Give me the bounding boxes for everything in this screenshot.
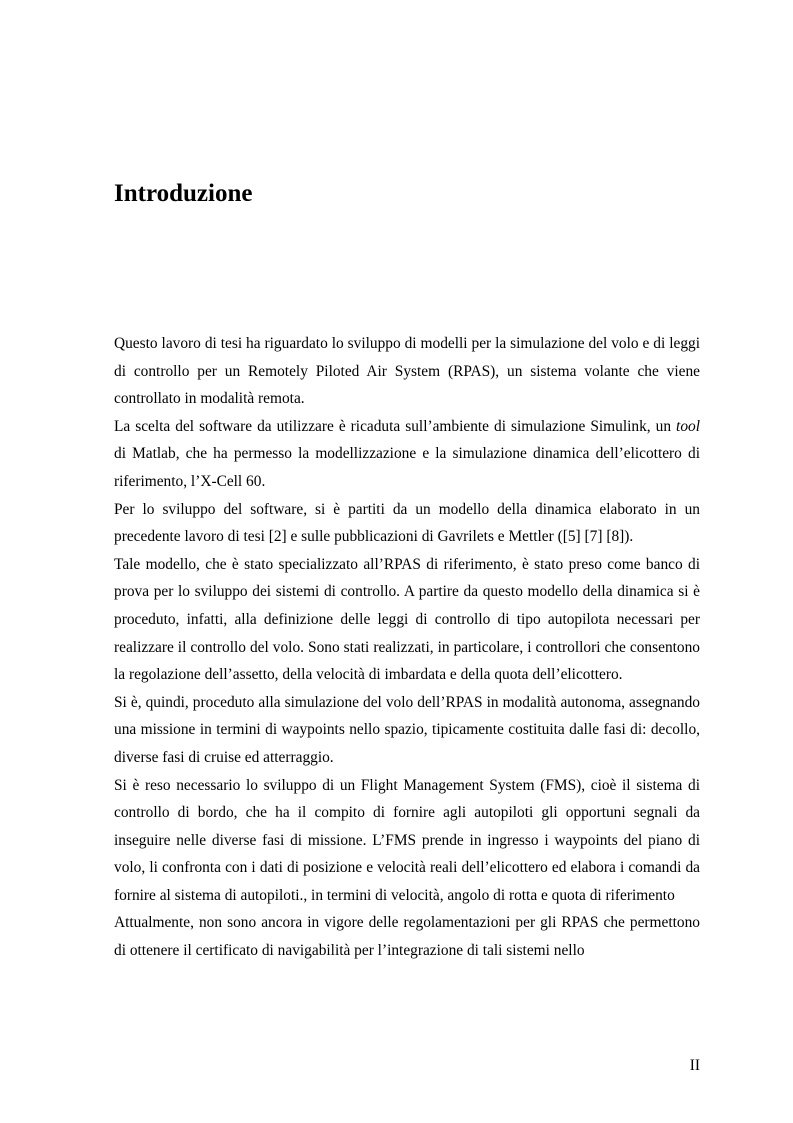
paragraph-text: Questo lavoro di tesi ha riguardato lo sviluppo di modelli per la simulazione del volo e di leggi di controllo per un Remotely Piloted Air System (RPAS), un sistema volante che viene controllato in modalità remota. bbox=[114, 335, 700, 408]
page-title: Introduzione bbox=[114, 180, 253, 207]
paragraph bbox=[114, 330, 700, 413]
paragraph bbox=[114, 689, 700, 772]
body-text bbox=[114, 330, 700, 965]
page-number: II bbox=[689, 1057, 700, 1074]
paragraph bbox=[114, 909, 700, 964]
paragraph-text: Attualmente, non sono ancora in vigore delle regolamentazioni per gli RPAS che permettono di ottenere il certificato di navigabilità per l’integrazione di tali sistemi nello bbox=[114, 914, 700, 960]
paragraph bbox=[114, 496, 700, 551]
paragraph-text: Per lo sviluppo del software, si è partiti da un modello della dinamica elaborato in un precedente lavoro di tesi [2] e sulle pubblicazioni di Gavrilets e Mettler ([5] [7] [8]). bbox=[114, 500, 700, 546]
paragraph bbox=[114, 413, 700, 496]
paragraph-text: Si è, quindi, proceduto alla simulazione del volo dell’RPAS in modalità autonoma, assegnando una missione in termini di waypoints nello spazio, tipicamente costituita dalle fasi di: decollo, diverse fasi di cruise ed atterraggio. bbox=[114, 693, 700, 766]
italic-term: tool bbox=[676, 417, 700, 435]
paragraph-text: di Matlab, che ha permesso la modellizzazione e la simulazione dinamica dell’elicottero di riferimento, l’X-Cell 60. bbox=[114, 445, 700, 490]
paragraph-text: Si è reso necessario lo sviluppo di un Flight Management System (FMS), cioè il sistema di controllo di bordo, che ha il compito di fornire agli autopiloti gli opportuni segnali da inseguire nelle diverse fasi di missione. L’FMS prende in ingresso i waypoints del piano di volo, li confronta con i dati di posizione e velocità reali dell’elicottero ed elabora i comandi da fornire al sistema di autopiloti., in termini di velocità, angolo di rotta e quota di riferimento bbox=[114, 776, 700, 904]
paragraph-text: Tale modello, che è stato specializzato all’RPAS di riferimento, è stato preso come banco di prova per lo sviluppo dei sistemi di controllo. A partire da questo modello della dinamica si è proceduto, infatti, alla definizione delle leggi di controllo di tipo autopilota necessari per realizzare il controllo del volo. Sono stati realizzati, in particolare, i controllori che consentono la regolazione dell’assetto, della velocità di imbardata e della quota dell’elicottero. bbox=[114, 555, 700, 684]
paragraph bbox=[114, 551, 700, 689]
paragraph bbox=[114, 772, 700, 910]
paragraph-text: La scelta del software da utilizzare è ricaduta sull’ambiente di simulazione Simulink, un bbox=[114, 417, 677, 435]
